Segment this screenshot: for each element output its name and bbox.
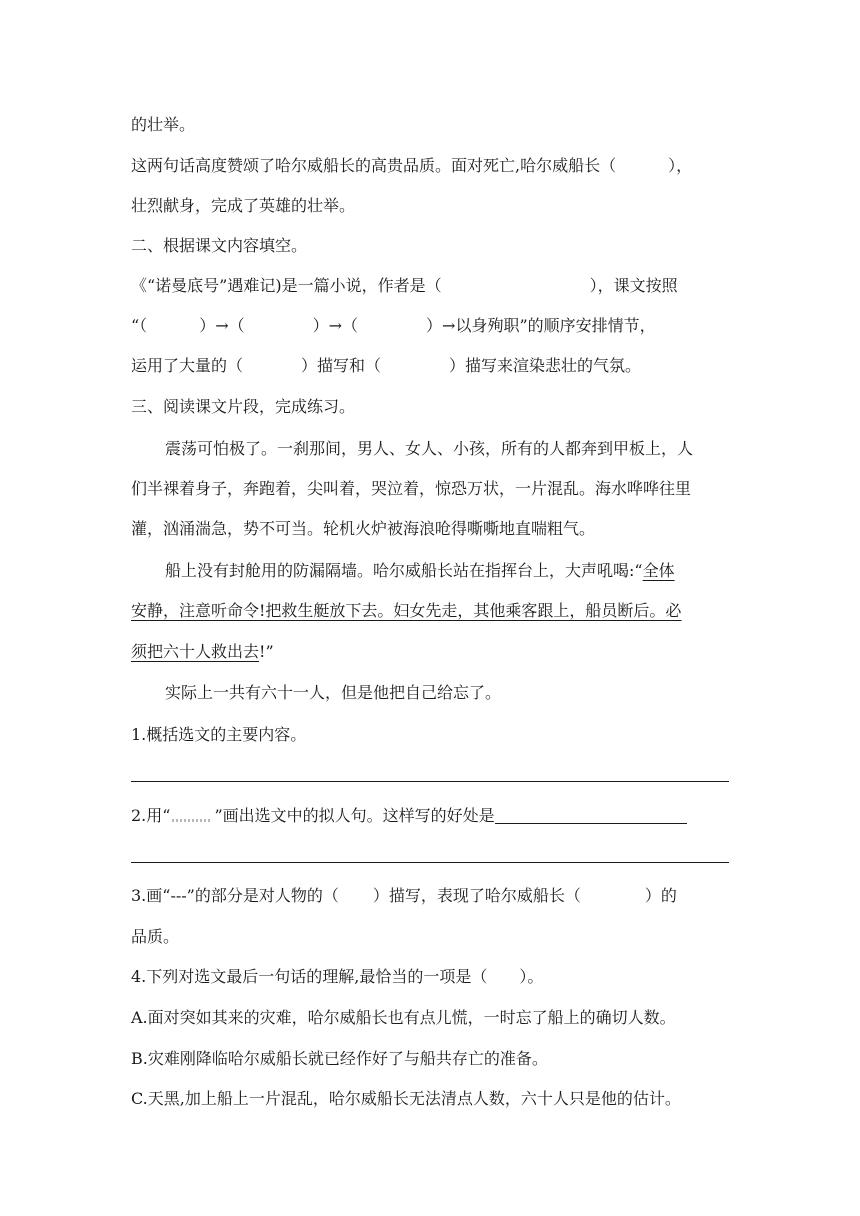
text: A.面对突如其来的灾难，哈尔威船长也有点儿慌，一时忘了船上的确切人数。: [131, 1008, 676, 1027]
prev-answer-tail: [131, 115, 195, 135]
question-4: [131, 967, 543, 987]
section-2-line-1: [131, 276, 678, 296]
passage-p1-line-2: [131, 479, 691, 499]
question-2: [131, 806, 687, 826]
section-2-line-3: [131, 356, 641, 376]
text: 这两句话高度赞颂了哈尔威船长的高贵品质。面对死亡,哈尔威船长（: [131, 156, 617, 175]
answer-line-1[interactable]: [131, 781, 729, 782]
text: ），: [668, 156, 693, 175]
text: 震荡可怕极了。一刹那间，男人、女人、小孩，所有的人都奔到甲板上，人: [165, 439, 694, 458]
passage-p2-line-3: [131, 642, 274, 662]
option-c[interactable]: [131, 1089, 681, 1109]
text: 1.概括选文的主要内容。: [131, 725, 307, 744]
prev-question-line-2: [131, 196, 355, 216]
passage-p1-line-3: [131, 519, 595, 539]
passage-p2-line-1: [165, 561, 675, 581]
underlined-quote: 全体: [642, 561, 675, 580]
text: ”画出选文中的拟人句。这样写的好处是: [214, 806, 495, 825]
text: 运用了大量的（: [131, 356, 244, 375]
text: ）描写和（: [301, 356, 382, 375]
section-2-line-2: [131, 316, 656, 336]
answer-line-2[interactable]: [495, 807, 687, 824]
wavy-underline-sample: [170, 809, 214, 823]
text: ）描写，表现了哈尔威船长（: [372, 886, 581, 905]
text: 2.用“: [131, 806, 171, 825]
question-1: [131, 725, 306, 745]
text: 《“诺曼底号”遇难记)是一篇小说，作者是（: [131, 276, 442, 295]
section-3-heading: [131, 397, 355, 417]
text: !”: [259, 642, 274, 661]
text: 3.画“---”的部分是对人物的（: [131, 886, 339, 905]
text: ），课文按照: [589, 276, 678, 295]
heading: 二、根据课文内容填空。: [131, 236, 308, 255]
underlined-quote: 安静，注意听命令!把救生艇放下去。妇女先走，其他乘客跟上，船员断后。必: [131, 601, 682, 620]
text: 们半裸着身子，奔跑着，尖叫着，哭泣着，惊恐万状，一片混乱。海水哗哗往里: [131, 479, 692, 498]
text: 4.下列对选文最后一句话的理解,最恰当的一项是（ ）。: [131, 967, 544, 986]
text: 实际上一共有六十一人，但是他把自己给忘了。: [165, 683, 502, 702]
text: ）→（: [199, 316, 245, 335]
text: ）→（: [312, 316, 359, 335]
answer-line-2b[interactable]: [131, 862, 729, 863]
passage-p2-line-2: [131, 601, 681, 621]
text: 品质。: [131, 927, 180, 946]
text: B.灾难刚降临哈尔威船长就已经作好了与船共存亡的准备。: [131, 1049, 548, 1068]
heading: 三、阅读课文片段，完成练习。: [131, 397, 356, 416]
underlined-quote: 须把六十人救出去: [131, 642, 260, 661]
text: 壮烈献身，完成了英雄的壮举。: [131, 196, 356, 215]
option-a[interactable]: [131, 1008, 676, 1028]
text: “（: [131, 316, 148, 335]
text: ）→以身殉职”的顺序安排情节，: [426, 316, 656, 335]
question-3-line-2: [131, 927, 179, 947]
text: ）描写来渲染悲壮的气氛。: [449, 356, 642, 375]
passage-p3: [165, 683, 501, 703]
section-2-heading: [131, 236, 307, 256]
passage-p1-line-1: [165, 439, 693, 459]
text: 灌，汹涌湍急，势不可当。轮机火炉被海浪呛得嘶嘶地直喘粗气。: [131, 519, 596, 538]
text: C.天黑,加上船上一片混乱，哈尔威船长无法清点人数，六十人只是他的估计。: [131, 1089, 681, 1108]
prev-question-line-1: [131, 156, 692, 176]
text: 的壮举。: [131, 115, 196, 134]
question-3-line-1: [131, 886, 677, 906]
text: ）的: [644, 886, 677, 905]
text: 船上没有封舱用的防漏隔墙。哈尔威船长站在指挥台上，大声吼喝:“: [165, 561, 643, 580]
option-b[interactable]: [131, 1049, 548, 1069]
